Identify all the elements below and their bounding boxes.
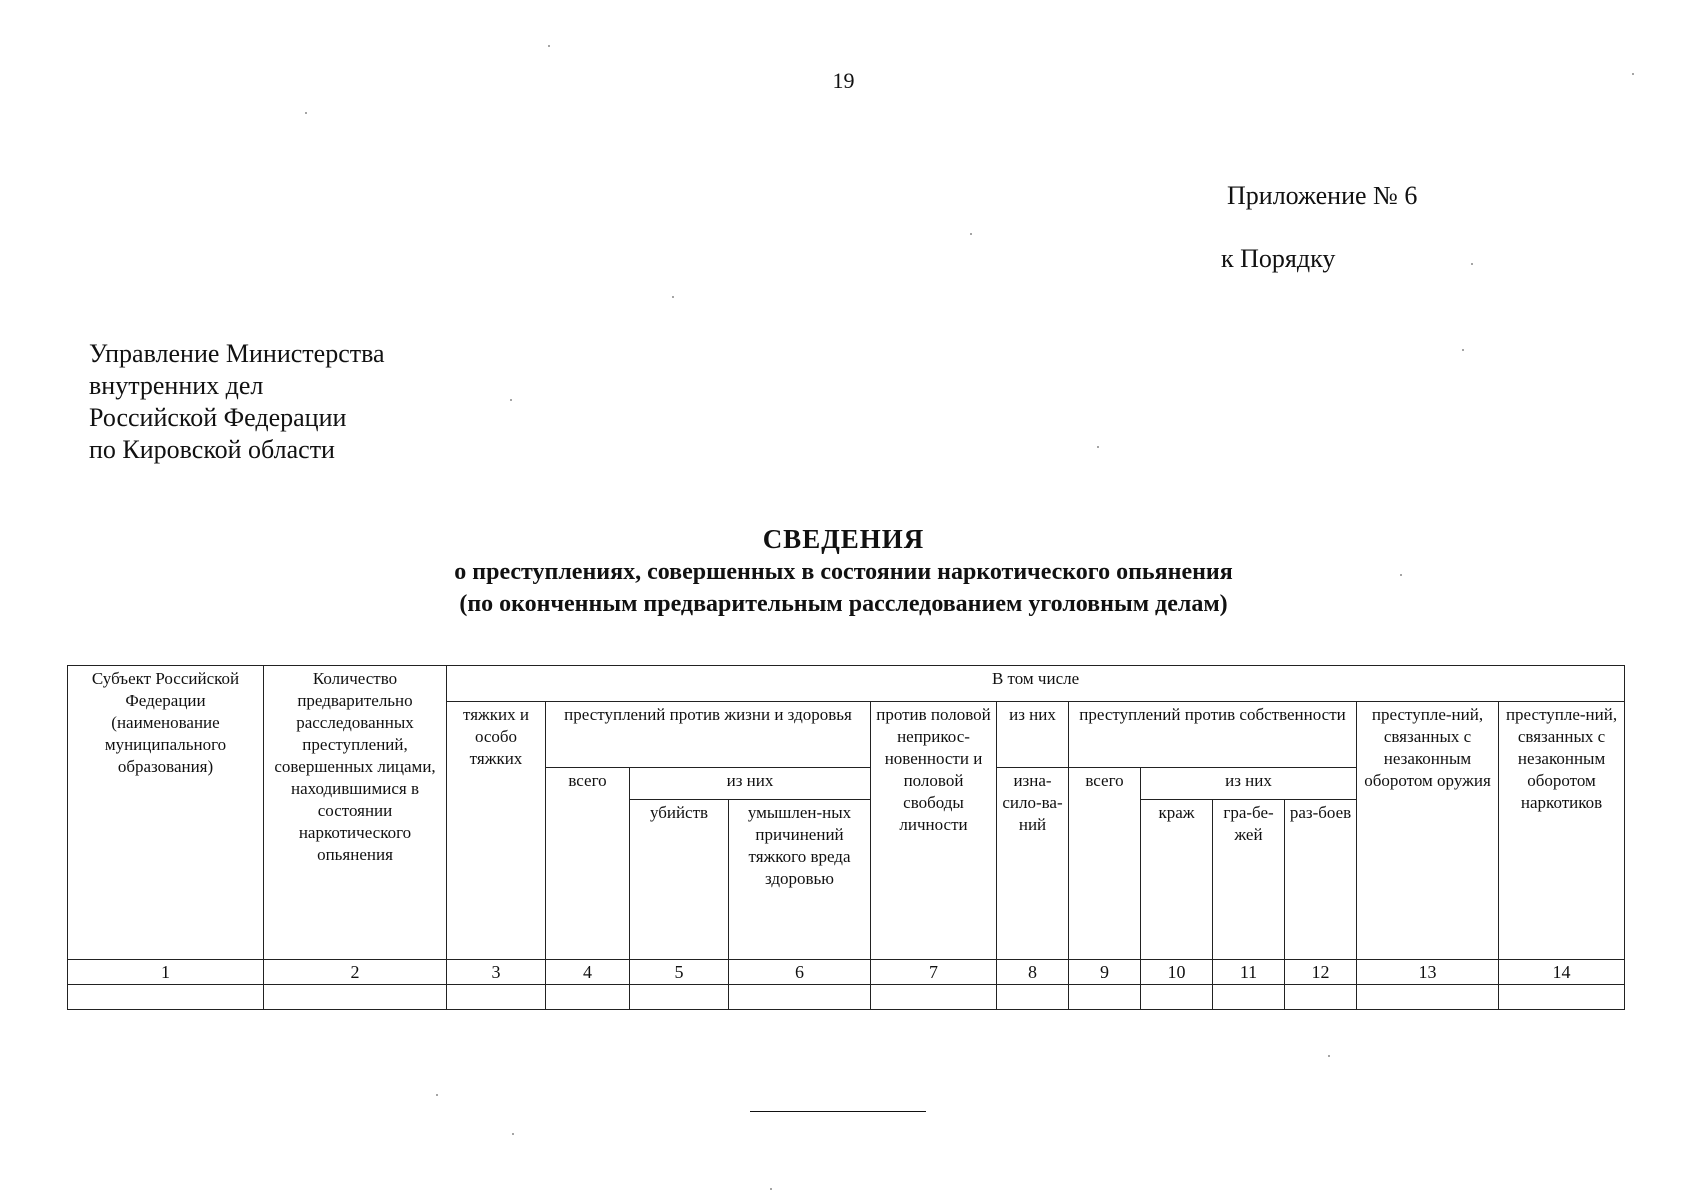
scan-speck — [510, 399, 512, 401]
table-cell[interactable] — [997, 985, 1069, 1010]
column-number: 5 — [630, 960, 729, 985]
header-sexual: против половой неприкос-новенности и половой свободы личности — [871, 702, 997, 960]
column-number: 12 — [1285, 960, 1357, 985]
column-number: 9 — [1069, 960, 1141, 985]
closing-rule — [750, 1111, 926, 1112]
scan-speck — [305, 112, 307, 114]
header-grave: тяжких и особо тяжких — [447, 702, 546, 960]
scan-speck — [436, 1094, 438, 1096]
table-cell[interactable] — [871, 985, 997, 1010]
header-against-property: преступлений против собственности — [1069, 702, 1357, 768]
table-cell[interactable] — [1285, 985, 1357, 1010]
header-murders: убийств — [630, 800, 729, 960]
table-cell[interactable] — [630, 985, 729, 1010]
table-cell[interactable] — [264, 985, 447, 1010]
organization-line: по Кировской области — [89, 435, 335, 464]
header-subject: Субъект Российской Федерации (наименование муниципального образования) — [68, 666, 264, 960]
header-robberies: гра-бе-жей — [1213, 800, 1285, 960]
organization-block — [89, 338, 385, 466]
document-subtitle: о преступлениях, совершенных в состоянии наркотического опьянения — [454, 559, 1233, 585]
organization-line: внутренних дел — [89, 371, 264, 400]
header-assaults: раз-боев — [1285, 800, 1357, 960]
header-weapons: преступле-ний, связанных с незаконным оборотом оружия — [1357, 702, 1499, 960]
column-number: 14 — [1499, 960, 1625, 985]
scan-speck — [770, 1188, 772, 1190]
table-cell[interactable] — [1357, 985, 1499, 1010]
table-cell[interactable] — [447, 985, 546, 1010]
table-cell[interactable] — [729, 985, 871, 1010]
header-property-of-them: из них — [1141, 768, 1357, 800]
column-number: 3 — [447, 960, 546, 985]
appendix-reference: к Порядку — [1221, 244, 1336, 273]
header-of-them: из них — [997, 702, 1069, 768]
appendix-label: Приложение № 6 — [1227, 181, 1418, 210]
scan-speck — [970, 233, 972, 235]
header-including: В том числе — [447, 666, 1625, 702]
table-cell[interactable] — [1141, 985, 1213, 1010]
scan-speck — [1097, 446, 1099, 448]
document-heading — [0, 522, 1687, 620]
crime-report-table — [67, 665, 1625, 1010]
column-number: 6 — [729, 960, 871, 985]
scan-speck — [1328, 1055, 1330, 1057]
column-number: 11 — [1213, 960, 1285, 985]
table-cell[interactable] — [68, 985, 264, 1010]
column-number: 13 — [1357, 960, 1499, 985]
table-cell[interactable] — [546, 985, 630, 1010]
scan-speck — [1471, 263, 1473, 265]
header-life-total: всего — [546, 768, 630, 960]
column-number: 1 — [68, 960, 264, 985]
column-number: 8 — [997, 960, 1069, 985]
header-thefts: краж — [1141, 800, 1213, 960]
organization-line: Российской Федерации — [89, 403, 347, 432]
document-title: СВЕДЕНИЯ — [762, 524, 925, 554]
organization-line: Управление Министерства — [89, 339, 385, 368]
column-number: 7 — [871, 960, 997, 985]
scan-speck — [1462, 349, 1464, 351]
header-count: Количество предварительно расследованных преступлений, совершенных лицами, находившимися в состоянии наркотического опьянения — [264, 666, 447, 960]
page-number: 19 — [832, 68, 855, 93]
table-cell[interactable] — [1499, 985, 1625, 1010]
scan-speck — [512, 1133, 514, 1135]
scan-speck — [548, 45, 550, 47]
header-property-total: всего — [1069, 768, 1141, 960]
column-number: 10 — [1141, 960, 1213, 985]
scan-speck — [1400, 574, 1402, 576]
header-life-of-them: из них — [630, 768, 871, 800]
data-row — [68, 985, 1625, 1010]
header-against-life: преступлений против жизни и здоровья — [546, 702, 871, 768]
scan-speck — [1632, 73, 1634, 75]
scan-speck — [672, 296, 674, 298]
header-rapes: изна-сило-ва-ний — [997, 768, 1069, 960]
document-subtitle: (по оконченным предварительным расследованием уголовным делам) — [459, 591, 1228, 617]
table-cell[interactable] — [1069, 985, 1141, 1010]
column-number: 2 — [264, 960, 447, 985]
header-drugs: преступле-ний, связанных с незаконным оборотом наркотиков — [1499, 702, 1625, 960]
column-number: 4 — [546, 960, 630, 985]
column-number-row — [68, 960, 1625, 985]
header-grievous-harm: умышлен-ных причинений тяжкого вреда здоровью — [729, 800, 871, 960]
table-cell[interactable] — [1213, 985, 1285, 1010]
